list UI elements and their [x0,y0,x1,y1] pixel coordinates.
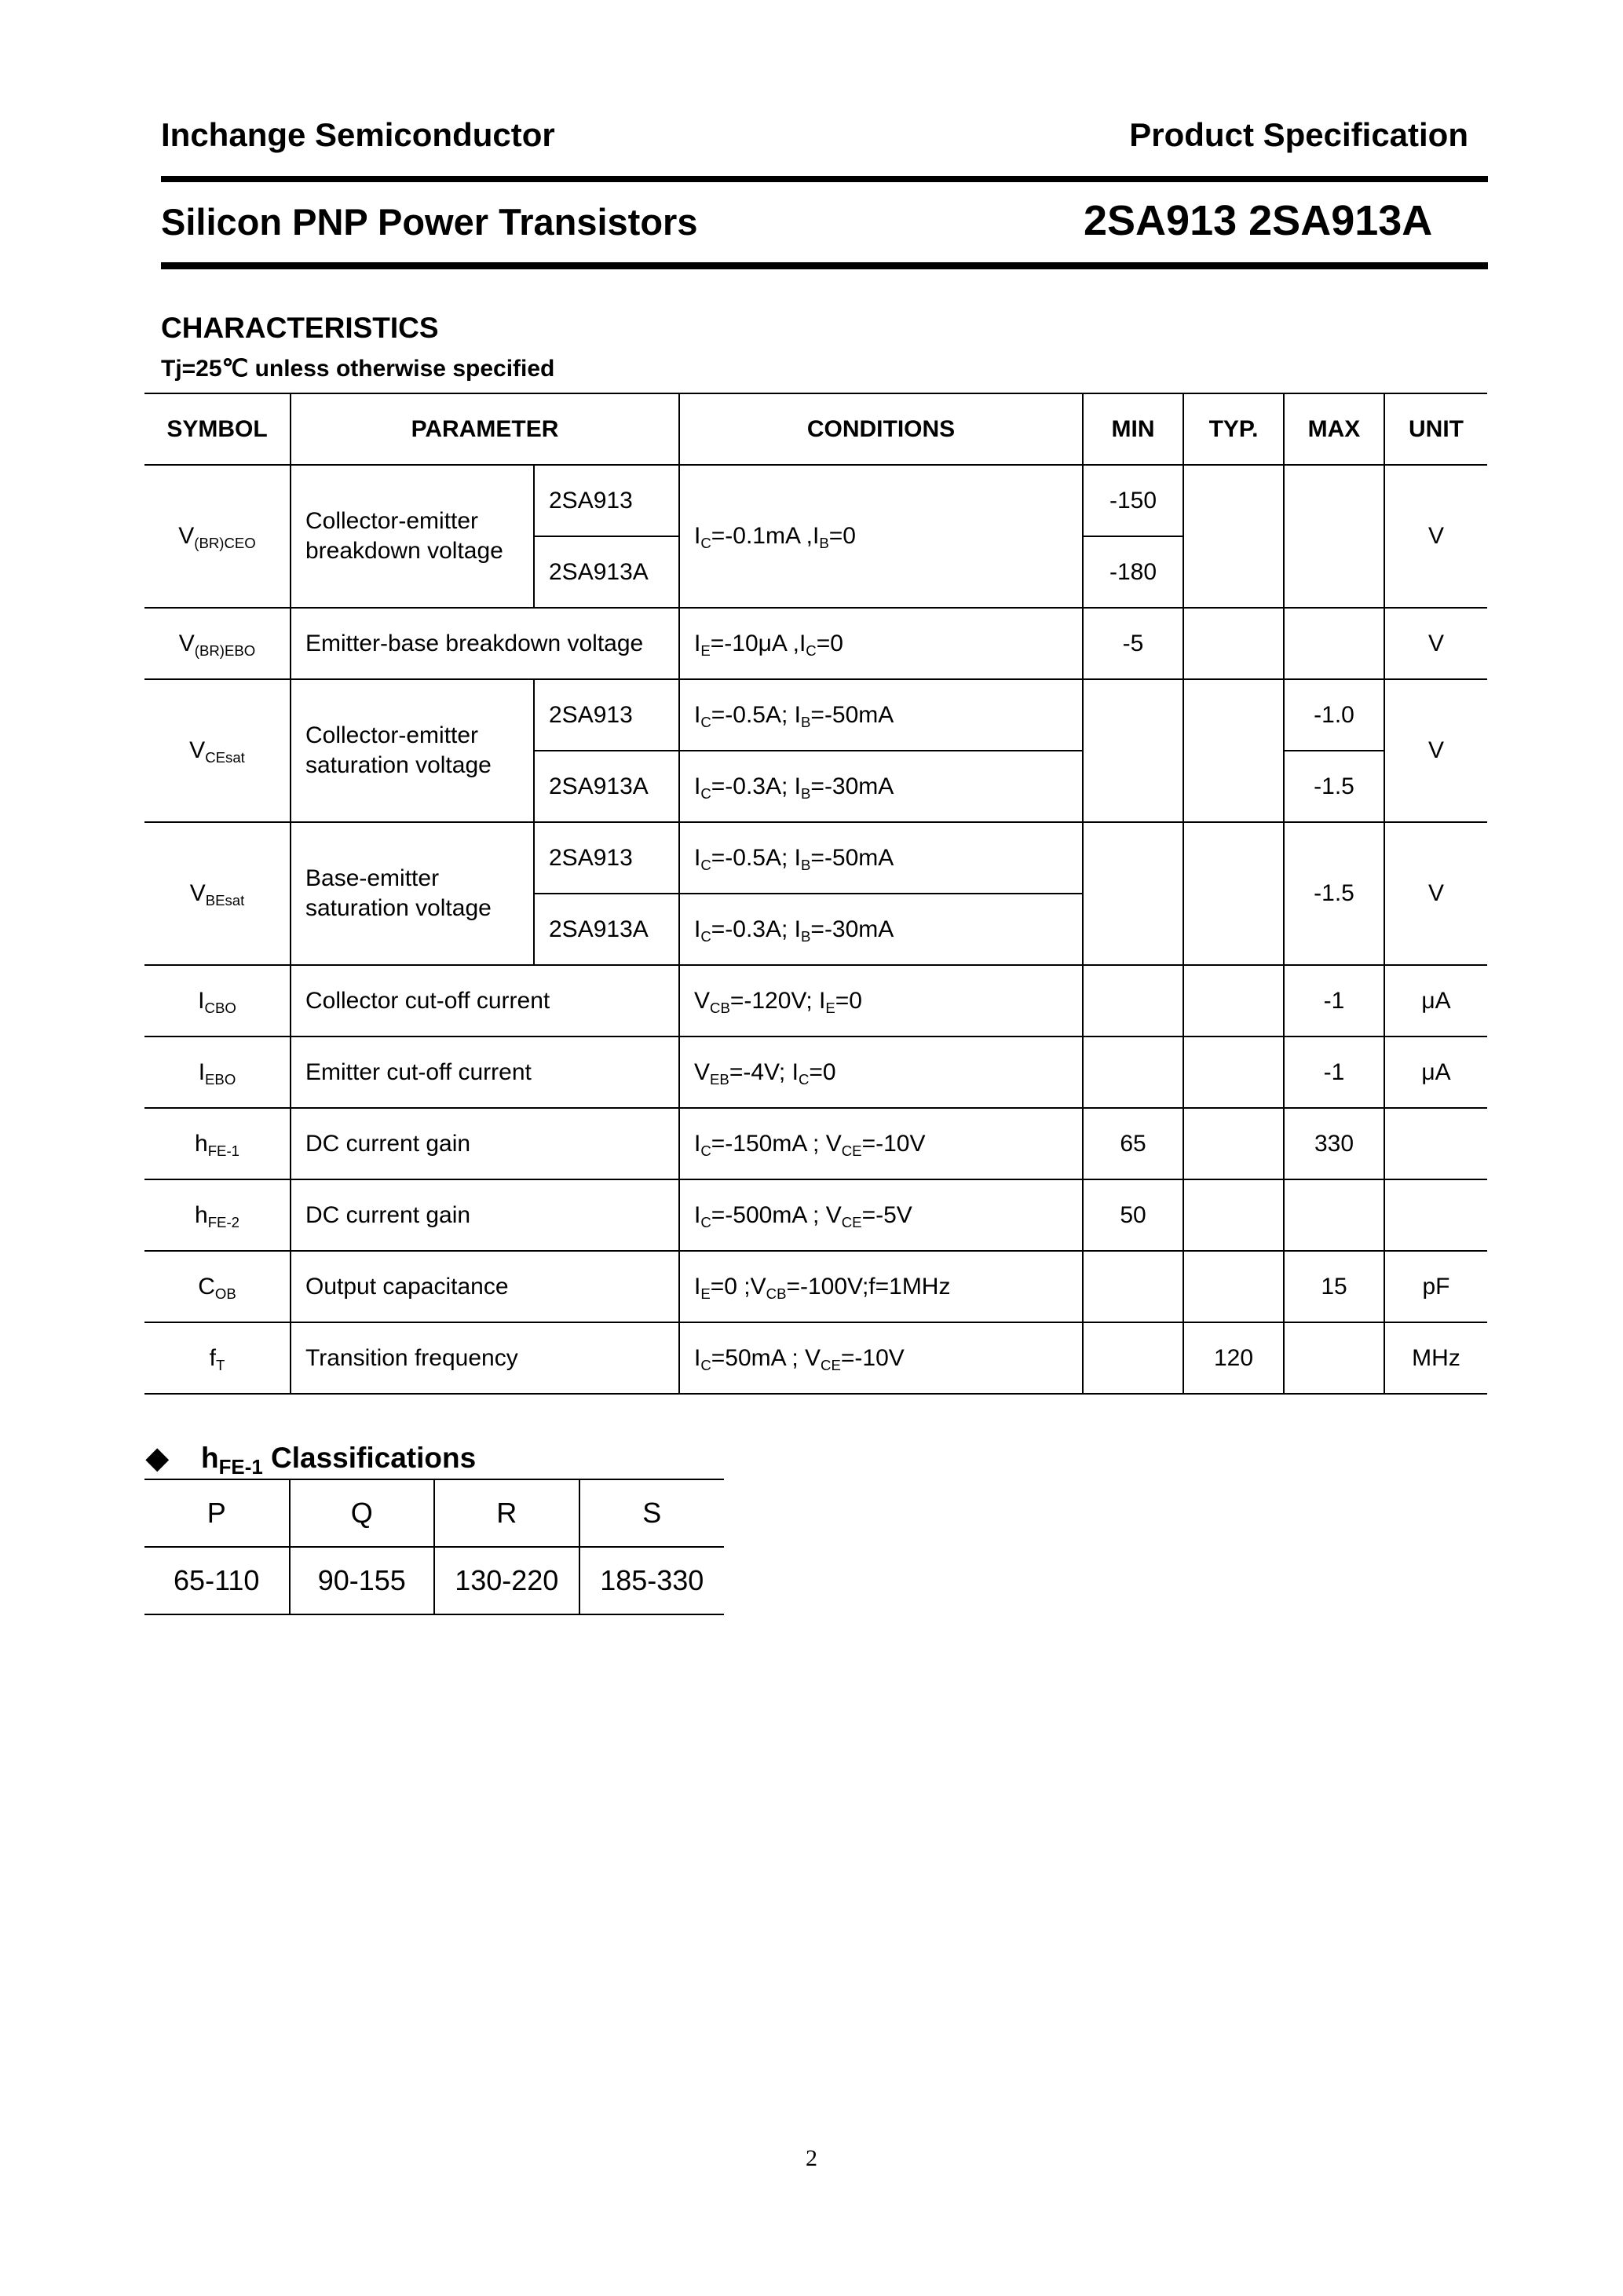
header-max: MAX [1284,393,1384,465]
typ-cell [1183,679,1284,822]
grade-cell: R [434,1479,579,1547]
page-number: 2 [806,2145,817,2171]
classification-grade-row [144,1479,724,1547]
symbol-cell: $f_T$ [144,1322,291,1394]
max-cell: -1.0 [1284,679,1384,751]
min-cell [1083,679,1183,822]
table-row [144,965,1487,1036]
range-cell: 65-110 [144,1547,290,1614]
max-cell: 330 [1284,1108,1384,1179]
conditions-cell: $I_C=50mA$ ; $V_{CE}=-10V$ [679,1322,1083,1394]
grade-cell: Q [290,1479,435,1547]
min-cell: 65 [1083,1108,1183,1179]
table-row [144,679,1487,751]
conditions-cell: $I_C=-500mA$ ; $V_{CE}=-5V$ [679,1179,1083,1251]
conditions-cell: $I_C=-150mA$ ; $V_{CE}=-10V$ [679,1108,1083,1179]
table-row [144,1108,1487,1179]
min-cell: 50 [1083,1179,1183,1251]
header-rule-top [161,176,1488,182]
parameter-cell: Collector cut-off current [291,965,679,1036]
part-cell: 2SA913A [534,894,679,965]
header-rule-bottom [161,262,1488,269]
min-cell [1083,1251,1183,1322]
conditions-cell: $I_E=0$ $;V_{CB}=-100V;f=1MHz$ [679,1251,1083,1322]
conditions-cell: $V_{CB}=-120V$; $I_E=0$ [679,965,1083,1036]
parameter-cell: DC current gain [291,1179,679,1251]
characteristics-table [144,393,1487,1395]
unit-cell: V [1384,608,1487,679]
min-cell [1083,1322,1183,1394]
typ-cell [1183,608,1284,679]
symbol-cell: $h_{FE-1}$ [144,1108,291,1179]
grade-cell: P [144,1479,290,1547]
classification-range-row [144,1547,724,1614]
typ-cell [1183,822,1284,965]
typ-cell [1183,1179,1284,1251]
min-cell [1083,965,1183,1036]
part-cell: 2SA913 [534,679,679,751]
typ-cell [1183,465,1284,608]
header-parameter: PARAMETER [291,393,679,465]
max-cell [1284,1179,1384,1251]
diamond-bullet-icon: ◆ [146,1442,169,1474]
part-cell: 2SA913 [534,465,679,536]
parameter-cell: Base-emitter saturation voltage [291,822,534,965]
parameter-cell: Collector-emitter breakdown voltage [291,465,534,608]
table-header-row [144,393,1487,465]
typ-cell: 120 [1183,1322,1284,1394]
header-typ: TYP. [1183,393,1284,465]
symbol-cell: $V_{(BR)EBO}$ [144,608,291,679]
table-row [144,465,1487,536]
min-cell: -180 [1083,536,1183,608]
typ-cell [1183,1251,1284,1322]
section-title: CHARACTERISTICS [161,312,439,344]
parameter-cell: DC current gain [291,1108,679,1179]
unit-cell [1384,1179,1487,1251]
conditions-cell: $I_E=-10\mu A$ $,I_C=0$ [679,608,1083,679]
conditions-cell: $I_C=-0.3A$; $I_B=-30mA$ [679,894,1083,965]
parameter-cell: Collector-emitter saturation voltage [291,679,534,822]
max-cell: -1 [1284,965,1384,1036]
header-symbol: SYMBOL [144,393,291,465]
range-cell: 185-330 [579,1547,725,1614]
range-cell: 90-155 [290,1547,435,1614]
symbol-cell: $h_{FE-2}$ [144,1179,291,1251]
symbol-cell: $I_{EBO}$ [144,1036,291,1108]
range-cell: 130-220 [434,1547,579,1614]
conditions-cell: $I_C=-0.1mA$ $,I_B=0$ [679,465,1083,608]
unit-cell: pF [1384,1251,1487,1322]
unit-cell: V [1384,465,1487,608]
typ-cell [1183,1036,1284,1108]
part-numbers: 2SA913 2SA913A [1084,197,1433,244]
conditions-cell: $I_C=-0.3A$; $I_B=-30mA$ [679,751,1083,822]
document-type: Product Specification [1129,116,1468,153]
unit-cell: μA [1384,1036,1487,1108]
unit-cell: MHz [1384,1322,1487,1394]
conditions-cell: $V_{EB}=-4V$; $I_C=0$ [679,1036,1083,1108]
max-cell: -1.5 [1284,822,1384,965]
symbol-cell: $I_{CBO}$ [144,965,291,1036]
max-cell: -1.5 [1284,751,1384,822]
part-cell: 2SA913 [534,822,679,894]
min-cell [1083,822,1183,965]
symbol-cell: $C_{OB}$ [144,1251,291,1322]
symbol-cell: $V_{(BR)CEO}$ [144,465,291,608]
min-cell: -5 [1083,608,1183,679]
symbol-cell: $V_{BEsat}$ [144,822,291,965]
unit-cell: μA [1384,965,1487,1036]
part-cell: 2SA913A [534,751,679,822]
conditions-cell: $I_C=-0.5A$; $I_B=-50mA$ [679,679,1083,751]
unit-cell [1384,1108,1487,1179]
table-row [144,608,1487,679]
parameter-cell: Emitter cut-off current [291,1036,679,1108]
max-cell: 15 [1284,1251,1384,1322]
max-cell [1284,465,1384,608]
product-line: Silicon PNP Power Transistors [161,201,698,243]
max-cell: -1 [1284,1036,1384,1108]
parameter-cell: Transition frequency [291,1322,679,1394]
header-conditions: CONDITIONS [679,393,1083,465]
unit-cell: V [1384,822,1487,965]
typ-cell [1183,965,1284,1036]
grade-cell: S [579,1479,725,1547]
symbol-cell: $V_{CEsat}$ [144,679,291,822]
classification-table [144,1479,724,1615]
typ-cell [1183,1108,1284,1179]
table-row [144,822,1487,894]
classification-title: ◆ $h_{FE-1}$ Classifications [146,1442,477,1479]
table-row [144,1036,1487,1108]
conditions-cell: $I_C=-0.5A$; $I_B=-50mA$ [679,822,1083,894]
parameter-cell: Output capacitance [291,1251,679,1322]
table-row [144,1251,1487,1322]
unit-cell: V [1384,679,1487,822]
condition-note: Tj=25℃ unless otherwise specified [161,356,555,382]
max-cell [1284,1322,1384,1394]
min-cell [1083,1036,1183,1108]
part-cell: 2SA913A [534,536,679,608]
max-cell [1284,608,1384,679]
parameter-cell: Emitter-base breakdown voltage [291,608,679,679]
table-row [144,1322,1487,1394]
header-min: MIN [1083,393,1183,465]
min-cell: -150 [1083,465,1183,536]
header-unit: UNIT [1384,393,1487,465]
company-name: Inchange Semiconductor [161,116,555,153]
table-row [144,1179,1487,1251]
